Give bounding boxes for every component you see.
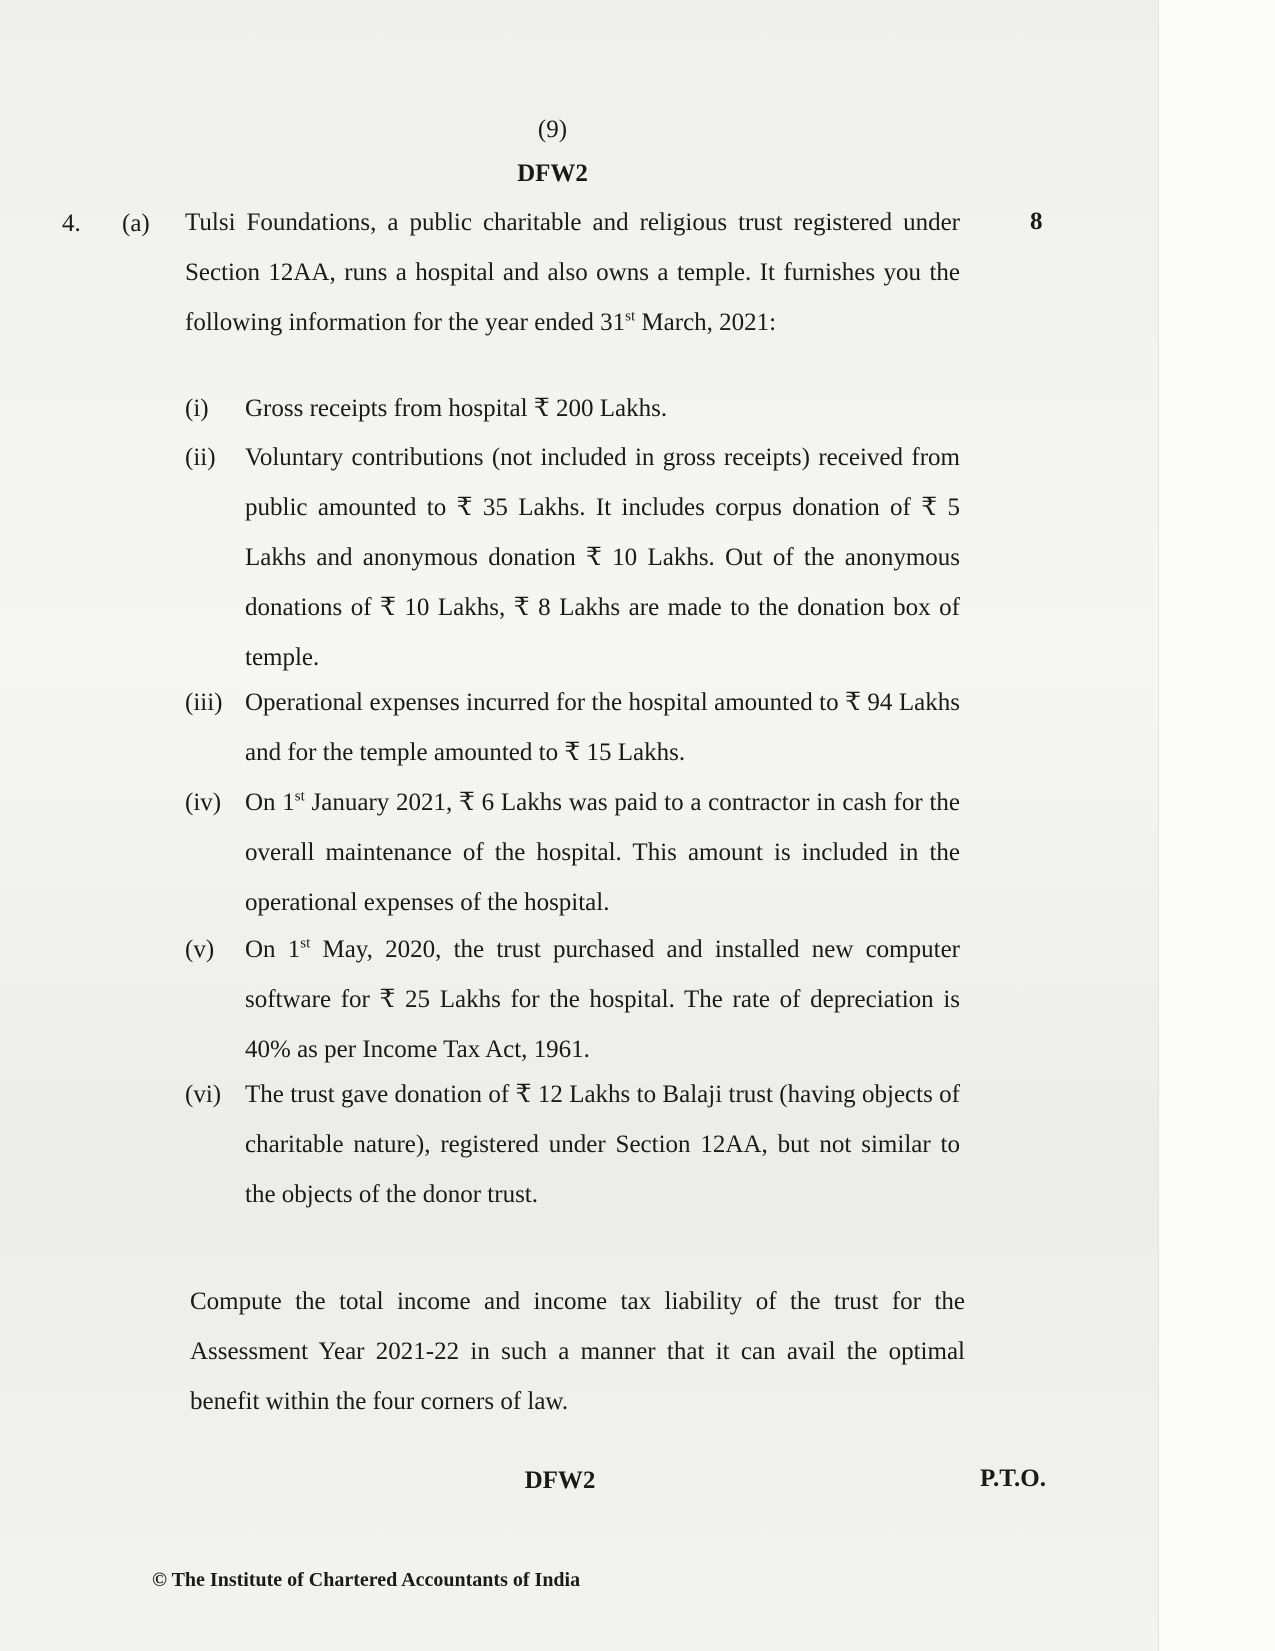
item-text: Operational expenses incurred for the hospital amounted to ₹ 94 Lakhs and for the temple amounted to ₹ 15 Lakhs. xyxy=(245,689,960,766)
list-item xyxy=(185,1070,960,1220)
scan-edge xyxy=(1158,0,1275,1651)
paper-code-footer: DFW2 xyxy=(524,1467,596,1494)
pto-label: P.T.O. xyxy=(980,1465,1046,1492)
list-item xyxy=(185,778,960,928)
item-text: On 1st May, 2020, the trust purchased and installed new computer software for ₹ 25 Lakhs for the hospital. The rate of depreciation is 40% as per Income Tax Act, 1961. xyxy=(245,935,960,1063)
item-text: Gross receipts from hospital ₹ 200 Lakhs. xyxy=(245,395,668,422)
copyright-notice: © The Institute of Chartered Accountants of India xyxy=(152,1569,581,1591)
question-marks: 8 xyxy=(1030,208,1043,235)
question-intro: Tulsi Foundations, a public charitable and religious trust registered under Section 12AA, runs a hospital and also owns a temple. It furnishes you the following information for the year ended 31st March, 2021: xyxy=(185,209,960,336)
item-number: (v) xyxy=(185,936,215,963)
item-text: On 1st January 2021, ₹ 6 Lakhs was paid to a contractor in cash for the overall maintenance of the hospital. This amount is included in the operational expenses of the hospital. xyxy=(245,788,960,916)
question-instruction: Compute the total income and income tax liability of the trust for the Assessment Year 2021-22 in such a manner that it can avail the optimal benefit within the four corners of law. xyxy=(190,1288,965,1415)
item-number: (vi) xyxy=(185,1081,222,1108)
list-item xyxy=(185,678,960,778)
item-number: (ii) xyxy=(185,444,216,471)
paper-code-header: DFW2 xyxy=(517,160,588,187)
list-item xyxy=(185,384,960,434)
item-number: (i) xyxy=(185,395,209,422)
item-text: The trust gave donation of ₹ 12 Lakhs to Balaji trust (having objects of charitable nature), registered under Section 12AA, but not similar to the objects of the donor trust. xyxy=(245,1081,960,1208)
item-text: Voluntary contributions (not included in gross receipts) received from public amounted to ₹ 35 Lakhs. It includes corpus donation of ₹ 5 Lakhs and anonymous donation ₹ 10 Lakhs. Out of the anonymous donations of ₹ 10 Lakhs, ₹ 8 Lakhs are made to the donation box of temple. xyxy=(245,444,960,671)
list-item xyxy=(185,433,960,683)
item-number: (iii) xyxy=(185,689,223,716)
question-part: (a) xyxy=(122,210,150,237)
page-number: (9) xyxy=(537,116,568,143)
question-number: 4. xyxy=(62,210,81,237)
list-item xyxy=(185,925,960,1075)
item-number: (iv) xyxy=(185,789,222,816)
